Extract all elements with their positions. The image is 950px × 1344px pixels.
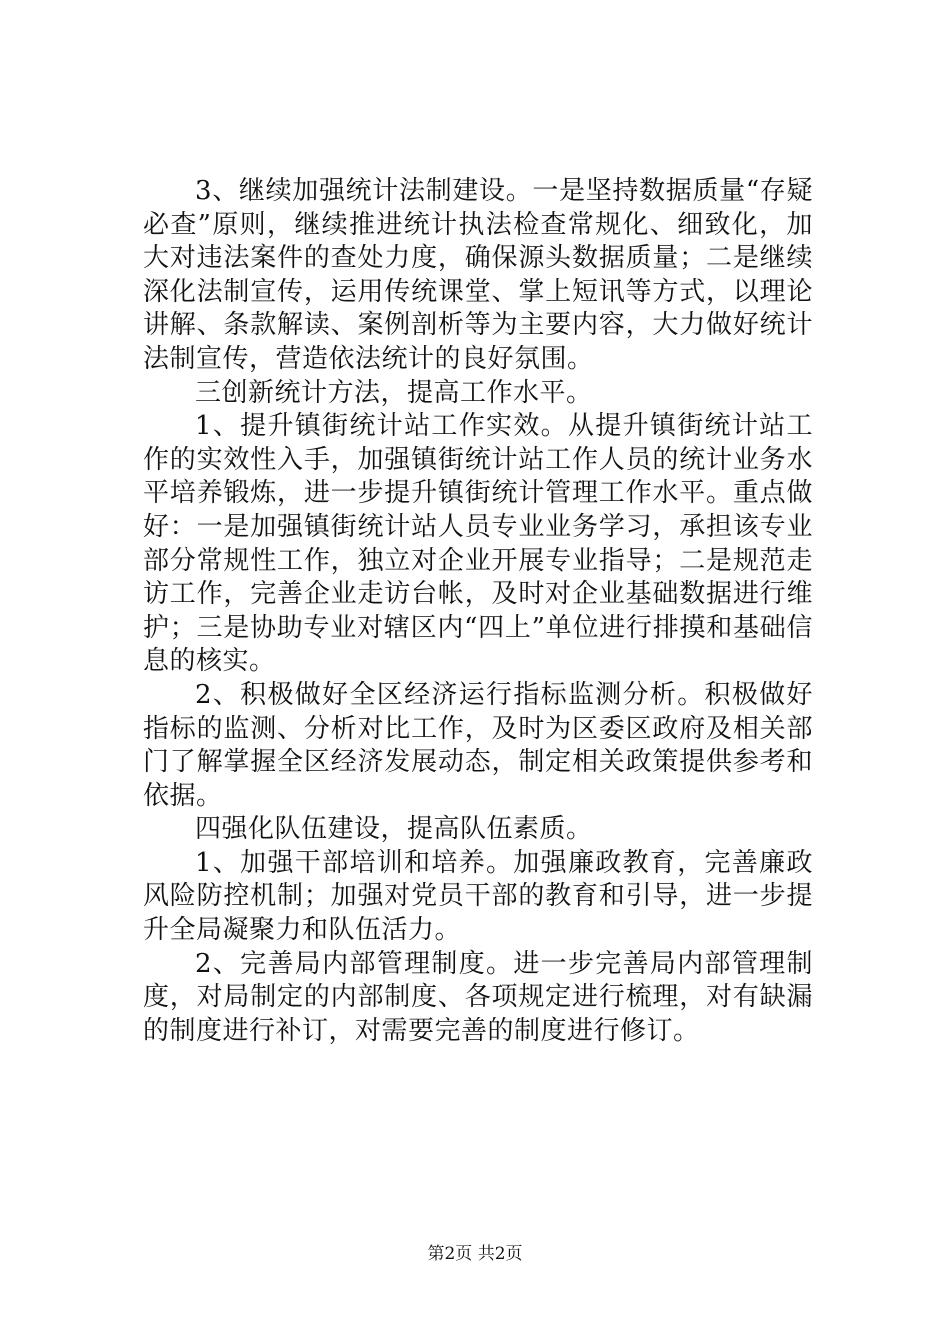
paragraph-town-statistics-station: 1、提升镇街统计站工作实效。从提升镇街统计站工作的实效性入手，加强镇街统计站工作人员的统计业务水平培养锻炼，进一步提升镇街统计管理工作水平。重点做好：一是加强镇街统计站人员专业业务学习，承担该专业部分常规性工作，独立对企业开展专业指导；二是规范走访工作，完善企业走访台帐，及时对企业基础数据进行维护；三是协助专业对辖区内“四上”单位进行排摸和基础信息的核实。 xyxy=(143,411,813,677)
section-heading-team-building: 四强化队伍建设，提高队伍素质。 xyxy=(195,814,593,845)
paragraph-internal-management: 2、完善局内部管理制度。进一步完善局内部管理制度，对局制定的内部制度、各项规定进行梳理，对有缺漏的制度进行补订，对需要完善的制度进行修订。 xyxy=(143,948,813,1046)
document-body xyxy=(143,175,813,1048)
paragraph-statistics-law: 3、继续加强统计法制建设。一是坚持数据质量“存疑必查”原则，继续推进统计执法检查常规化、细致化，加大对违法案件的查处力度，确保源头数据质量；二是继续深化法制宣传，运用传统课堂、掌上短讯等方式，以理论讲解、条款解读、案例剖析等为主要内容，大力做好统计法制宣传，营造依法统计的良好氛围。 xyxy=(143,176,813,374)
page-number-footer: 第2页 共2页 xyxy=(427,1244,523,1264)
paragraph-cadre-training: 1、加强干部培训和培养。加强廉政教育，完善廉政风险防控机制；加强对党员干部的教育和引导，进一步提升全局凝聚力和队伍活力。 xyxy=(143,847,813,946)
section-heading-innovate-methods: 三创新统计方法，提高工作水平。 xyxy=(195,377,593,408)
paragraph-economic-monitoring: 2、积极做好全区经济运行指标监测分析。积极做好指标的监测、分析对比工作，及时为区委区政府及相关部门了解掌握全区经济发展动态，制定相关政策提供参考和依据。 xyxy=(143,679,813,811)
